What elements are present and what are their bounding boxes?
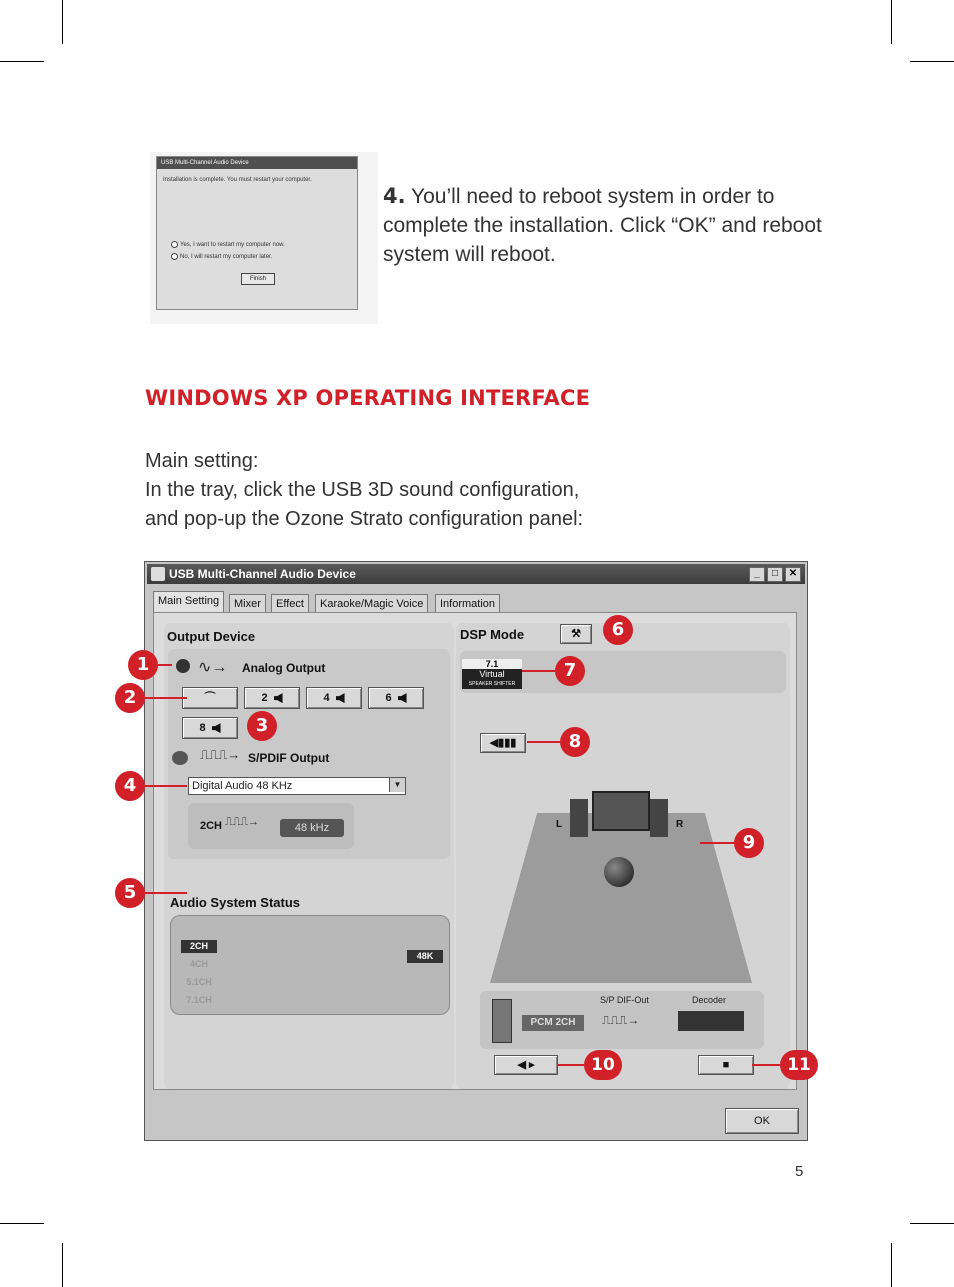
callout-line: [145, 785, 187, 787]
speaker-icon: [212, 723, 221, 733]
callout-5: 5: [115, 878, 145, 908]
dsp-badge-mid: Virtual: [479, 669, 505, 679]
stage-left-label: L: [556, 819, 563, 830]
status-4ch: 4CH: [189, 959, 208, 969]
digital-wave-icon: ⎍⎍⎍→: [225, 816, 260, 828]
digital-wave-icon: ⎍⎍⎍→: [200, 747, 241, 762]
spdif-icon: [172, 751, 188, 765]
callout-4: 4: [115, 771, 145, 801]
test-play-button[interactable]: [494, 1055, 558, 1075]
channel-8-button[interactable]: [182, 717, 238, 739]
stop-icon: ■: [722, 1059, 730, 1071]
close-button[interactable]: ✕: [785, 567, 801, 582]
intro-line: In the tray, click the USB 3D sound configuration,: [145, 479, 580, 501]
speaker-icon: [336, 693, 345, 703]
page-number: 5: [795, 1163, 804, 1180]
intro-line: Main setting:: [145, 450, 259, 472]
digital-wave-icon: ⎍⎍⎍→: [602, 1013, 640, 1027]
callout-9: 9: [734, 828, 764, 858]
analog-wave-icon: ∿→: [198, 659, 228, 676]
listener-ball-icon[interactable]: [604, 857, 634, 887]
crop-mark: [891, 1243, 892, 1287]
main-setting-panel: [153, 612, 797, 1090]
tab-mixer[interactable]: Mixer: [229, 594, 266, 613]
window-title: USB Multi-Channel Audio Device: [169, 567, 356, 581]
callout-7: 7: [555, 656, 585, 686]
dsp-mode-label: DSP Mode: [460, 627, 525, 642]
pc-tower-icon: [492, 999, 512, 1043]
callout-8: 8: [560, 727, 590, 757]
spdif-select-value: Digital Audio 48 KHz: [192, 780, 293, 792]
channel-2-button[interactable]: [244, 687, 300, 709]
status-display: [170, 915, 450, 1015]
audio-device-window: [144, 561, 808, 1141]
decoder-label: Decoder: [692, 995, 727, 1005]
callout-line: [145, 892, 187, 894]
spdif-rate-select[interactable]: [188, 777, 406, 795]
channel-label: 4: [323, 692, 330, 704]
stage-right-label: R: [676, 819, 684, 830]
app-icon: [151, 567, 165, 581]
callout-1: 1: [128, 650, 158, 680]
virtual-71-button[interactable]: [462, 659, 522, 689]
radio-icon: [171, 241, 178, 248]
installer-message: Installation is complete. You must restart your computer.: [163, 177, 312, 183]
crop-mark: [62, 0, 63, 44]
radio-icon: [171, 253, 178, 260]
dsp-badge-bottom: SPEAKER SHIFTER: [468, 681, 516, 687]
analog-output-label: Analog Output: [242, 661, 326, 675]
spdif-channels: 2CH: [200, 820, 223, 832]
step-number: 4.: [383, 184, 406, 208]
minimize-button[interactable]: _: [749, 567, 765, 582]
callout-line: [700, 842, 734, 844]
intro-text: [145, 447, 583, 534]
hammer-icon: ⚒: [571, 628, 581, 640]
stop-button[interactable]: [698, 1055, 754, 1075]
status-51ch: 5.1CH: [186, 977, 212, 987]
speaker-icon: [176, 659, 190, 673]
crop-mark: [910, 61, 954, 62]
installer-title: USB Multi-Channel Audio Device: [157, 157, 357, 169]
maximize-button[interactable]: □: [767, 567, 783, 582]
channel-label: 8: [199, 722, 206, 734]
restart-later-label: No, I will restart my computer later.: [180, 254, 273, 261]
channel-4-button[interactable]: [306, 687, 362, 709]
crop-mark: [0, 1223, 44, 1224]
installer-screenshot: [150, 152, 378, 324]
callout-3: 3: [247, 711, 277, 741]
spdif-out-label: S/P DIF-Out: [600, 995, 649, 1005]
output-device-label: Output Device: [167, 629, 256, 644]
crop-mark: [62, 1243, 63, 1287]
spdif-output-label: S/PDIF Output: [248, 751, 330, 765]
left-speaker-icon: [570, 799, 588, 837]
tab-karaoke[interactable]: Karaoke/Magic Voice: [315, 594, 428, 613]
finish-button[interactable]: Finish: [241, 273, 275, 285]
callout-line: [158, 664, 172, 666]
title-bar: [147, 564, 805, 584]
tab-main-setting[interactable]: Main Setting: [153, 591, 224, 613]
chevron-down-icon[interactable]: ▼: [389, 778, 405, 792]
restart-now-option[interactable]: [171, 241, 285, 248]
right-speaker-icon: [650, 799, 668, 837]
monitor-icon: [592, 791, 650, 831]
intro-line: and pop-up the Ozone Strato configuration panel:: [145, 508, 584, 530]
play-icon: ◀ ▸: [517, 1059, 535, 1071]
callout-6: 6: [603, 615, 633, 645]
status-rate: 48K: [407, 950, 443, 963]
section-heading: WINDOWS XP OPERATING INTERFACE: [145, 386, 591, 410]
callout-line: [558, 1064, 584, 1066]
crop-mark: [891, 0, 892, 44]
step-body: You’ll need to reboot system in order to complete the installation. Click “OK” and reboot system will reboot.: [383, 185, 822, 266]
ok-button[interactable]: OK: [725, 1108, 799, 1134]
dsp-tool-button[interactable]: [560, 624, 592, 644]
headphone-icon: ⌒: [204, 692, 216, 704]
crop-mark: [0, 61, 44, 62]
status-71ch: 7.1CH: [186, 995, 212, 1005]
tab-information[interactable]: Information: [435, 594, 500, 613]
callout-line: [145, 697, 187, 699]
status-2ch: 2CH: [181, 940, 217, 953]
speaker-icon: [398, 693, 407, 703]
step-4-text: [383, 182, 823, 269]
channel-6-button[interactable]: [368, 687, 424, 709]
callout-11: 11: [780, 1050, 818, 1080]
headphone-button[interactable]: [182, 687, 238, 709]
speaker-level-button[interactable]: [480, 733, 526, 753]
callout-2: 2: [115, 683, 145, 713]
audio-status-label: Audio System Status: [170, 895, 301, 910]
crop-mark: [910, 1223, 954, 1224]
installer-window: [156, 156, 358, 310]
pcm-display: PCM 2CH: [522, 1015, 584, 1031]
callout-line: [752, 1064, 780, 1066]
restart-now-label: Yes, I want to restart my computer now.: [180, 242, 285, 249]
volume-bars-icon: ◀▮▮▮: [489, 737, 517, 749]
callout-line: [522, 670, 555, 672]
restart-later-option[interactable]: [171, 253, 272, 260]
tab-effect[interactable]: Effect: [271, 594, 309, 613]
decoder-icon: [678, 1011, 744, 1031]
channel-label: 6: [385, 692, 392, 704]
speaker-icon: [274, 693, 283, 703]
callout-line: [527, 741, 560, 743]
channel-label: 2: [261, 692, 268, 704]
callout-10: 10: [584, 1050, 622, 1080]
spdif-rate-display: 48 kHz: [280, 819, 344, 837]
dsp-badge-top: 7.1: [462, 659, 522, 669]
